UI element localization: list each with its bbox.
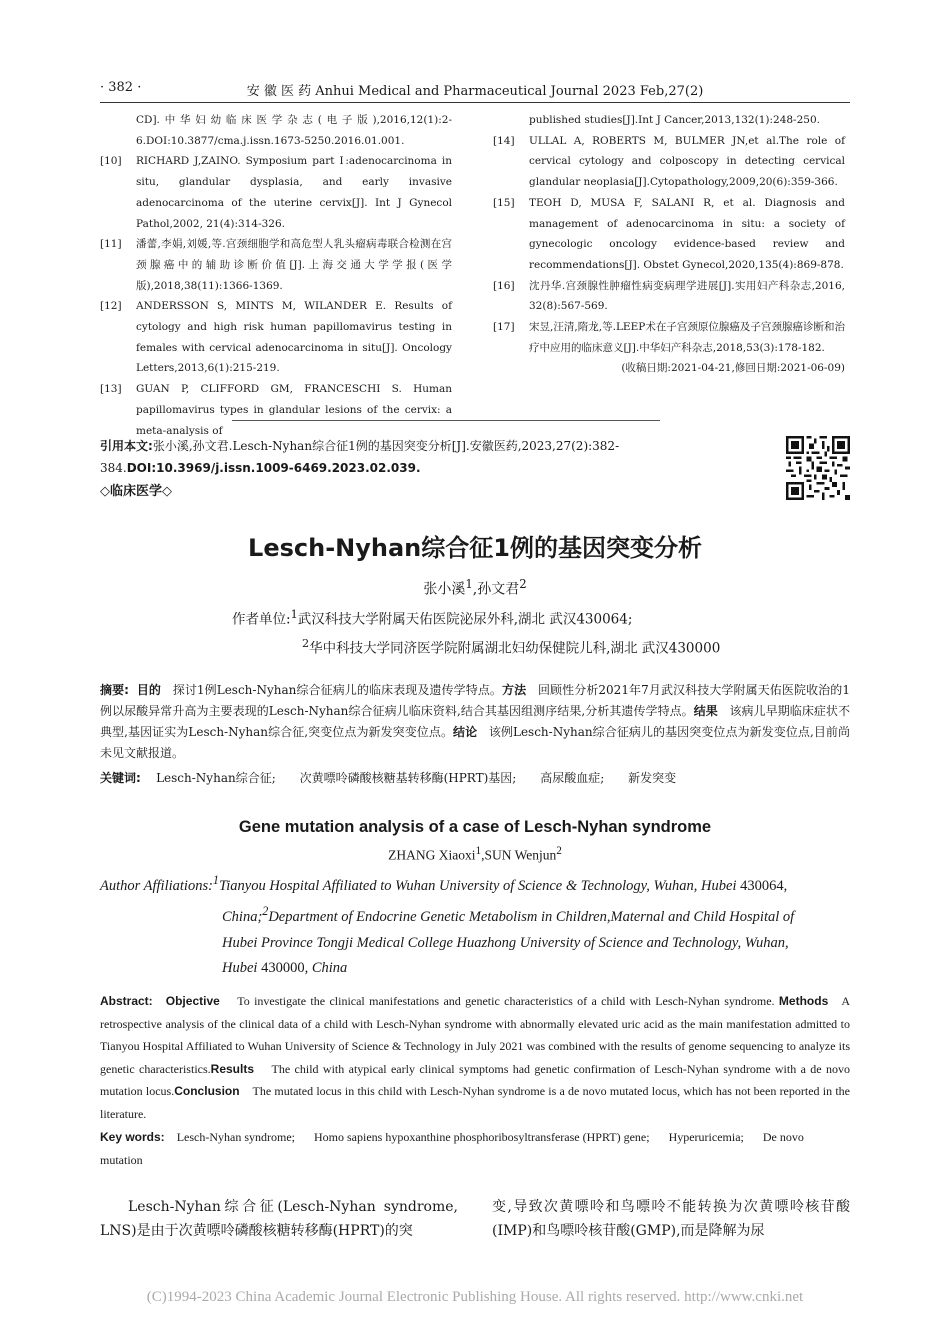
page-number: · 382 ·	[100, 80, 142, 95]
doi-value[interactable]: 10.3969/j.issn.1009-6469.2023.02.039.	[156, 460, 421, 475]
reference-item: [11] 潘蕾,李娟,刘媛,等.宫颈细胞学和高危型人乳头瘤病毒联合检测在宫颈腺癌中的辅助诊断价值[J].上海交通大学学报(医学版),2018,38(11):1366-1369.	[100, 238, 452, 292]
keyword: 高尿酸血症;	[540, 771, 605, 785]
reference-item: CD].中华妇幼临床医学杂志(电子版),2016,12(1):2-6.DOI:10.3877/cma.j.issn.1673-5250.2016.01.001.	[136, 114, 452, 147]
copyright-footer: (C)1994-2023 China Academic Journal Electronic Publishing House. All rights reserved. http://www.cnki.net	[146, 1289, 804, 1305]
reference-item: [10] RICHARD J,ZAINO. Symposium part Ⅰ:adenocarcinoma in situ, glandular dysplasia, and early invasive adenocarcinoma of the uterine cervix[J]. Int J Gynecol Pathol,2002, 21(4):314-326.	[100, 155, 452, 230]
reference-item: published studies[J].Int J Cancer,2013,132(1):248-250.	[529, 114, 820, 126]
citation-text: 张小溪,孙文君.Lesch-Nyhan综合征1例的基因突变分析[J].安徽医药,2023,27(2):382-384.	[100, 439, 620, 475]
reference-item: [17] 宋昱,汪清,隋龙,等.LEEP术在子宫颈原位腺癌及子宫颈腺癌诊断和治疗中应用的临床意义[J].中华妇产科杂志,2018,53(3):178-182.	[493, 321, 845, 354]
citation-block	[100, 436, 778, 479]
header-rule	[100, 102, 850, 103]
body-text-left: Lesch-Nyhan综合征(Lesch-Nyhan syndrome, LNS)是由于次黄嘌呤磷酸核糖转移酶(HPRT)的突	[100, 1199, 458, 1239]
references-right-column	[493, 110, 845, 379]
keyword: Lesch-Nyhan syndrome;	[176, 1130, 295, 1144]
abstract-cn: 摘要: 目的 探讨1例Lesch-Nyhan综合征病儿的临床表现及遗传学特点。方法 回顾性分析2021年7月武汉科技大学附属天佑医院收治的1例以尿酸异常升高为主要表现的Lesch-Nyhan综合征病儿临床资料,结合其基因组测序结果,分析其遗传学特点。结果 该病儿早期临床症状不典型,基因证实为Lesch-Nyhan综合征,突变位点为新发突变位点。结论 该例Lesch-Nyhan综合征病儿的基因突变位点为新发变位点,目前尚未见文献报道。	[100, 683, 850, 760]
section-divider	[232, 420, 660, 421]
keyword: 次黄嘌呤磷酸核糖基转移酶(HPRT)基因;	[299, 771, 517, 785]
keywords-en: Key words: Lesch-Nyhan syndrome; Homo sapiens hypoxanthine phosphoribosyltransferase (HPRT) gene; Hyperuricemia; De novo mutation	[100, 1130, 804, 1167]
body-text-right: 变,导致次黄嘌呤和鸟嘌呤不能转换为次黄嘌呤核苷酸(IMP)和鸟嘌呤核苷酸(GMP),而是降解为尿	[492, 1199, 850, 1239]
section-tag: ◇临床医学◇	[100, 484, 172, 499]
authors-cn: 张小溪$^1$,孙文君$^2$	[423, 577, 527, 598]
running-header	[100, 78, 850, 102]
keyword: Hyperuricemia;	[668, 1130, 744, 1144]
keyword: Lesch-Nyhan综合征;	[156, 771, 276, 785]
qr-code-icon[interactable]	[786, 436, 850, 500]
references-left-column	[100, 110, 452, 441]
reference-item: [16] 沈丹华.宫颈腺性肿瘤性病变病理学进展[J].实用妇产科杂志,2016, 32(8):567-569.	[493, 279, 845, 313]
reference-item: [12] ANDERSSON S, MINTS M, WILANDER E. Results of cytology and high risk human papillomavirus testing in females with cervical adenocarcinoma in situ[J]. Oncology Letters,2013,6(1):215-219.	[100, 300, 452, 375]
keyword: De novo mutation	[100, 1130, 804, 1167]
citation-label: 引用本文:	[100, 439, 153, 453]
keyword: 新发突变	[628, 771, 677, 785]
reference-item: [14] ULLAL A, ROBERTS M, BULMER JN,et al.The role of cervical cytology and colposcopy in detecting cervical glandular neoplasia[J].Cytopathology,2009,20(6):359-366.	[493, 134, 845, 189]
reference-item: [13] GUAN P, CLIFFORD GM, FRANCESCHI S. Human papillomavirus types in glandular lesions of the cervix: a meta-analysis of	[100, 383, 452, 437]
article-title-en: Gene mutation analysis of a case of Lesch-Nyhan syndrome	[238, 818, 712, 836]
authors-en: ZHANG Xiaoxi$^1$,SUN Wenjun$^2$	[388, 845, 562, 863]
affiliations-en: Author Affiliations:$^1$Tianyou Hospital Affiliated to Wuhan University of Science & Technology, Wuhan, Hubei 430064, China;$^2$Department of Endocrine Genetic Metabolism in Children,Maternal and Child Hospital of Hubei Province Tongji Medical College Huazhong University of Science and Technology, Wuhan, Hubei 430000, China	[100, 873, 795, 977]
article-title-cn: Lesch-Nyhan综合征1例的基因突变分析	[248, 534, 702, 562]
keyword: Homo sapiens hypoxanthine phosphoribosyltransferase (HPRT) gene;	[314, 1130, 650, 1144]
affiliations-cn: 作者单位:$^1$武汉科技大学附属天佑医院泌尿外科,湖北 武汉430064; $^2$华中科技大学同济医学院附属湖北妇幼保健院儿科,湖北 武汉430000	[232, 608, 721, 657]
keywords-cn: 关键词: Lesch-Nyhan综合征; 次黄嘌呤磷酸核糖基转移酶(HPRT)基因; 高尿酸血症; 新发突变	[100, 771, 677, 785]
abstract-en: Abstract: Objective To investigate the clinical manifestations and genetic characteristics of a child with Lesch-Nyhan syndrome. Methods A retrospective analysis of the clinical data of a child with Lesch-Nyhan syndrome with abnormally elevated uric acid as the main manifestation admitted to Tianyou Hospital Affiliated to Wuhan University of Science & Technology in July 2021 was combined with the results of genome sequencing to analyze its genetic characteristics.Results The child with atypical early clinical symptoms had genetic confirmation of Lesch-Nyhan syndrome with a de novo mutation locus.Conclusion The mutated locus in this child with Lesch-Nyhan syndrome is a de novo mutated locus, which has not been reported in the literature.	[100, 994, 851, 1121]
received-dates: (收稿日期:2021-04-21,修回日期:2021-06-09)	[621, 362, 845, 375]
reference-item: [15] TEOH D, MUSA F, SALANI R, et al. Diagnosis and management of adenocarcinoma in situ: a society of gynecologic oncology evidence-based review and recommendations[J]. Obstet Gynecol,2020,135(4):869-878.	[493, 196, 845, 271]
doi-label: DOI:	[126, 460, 157, 475]
journal-title: 安 徽 医 药 Anhui Medical and Pharmaceutical Journal 2023 Feb,27(2)	[246, 84, 704, 99]
